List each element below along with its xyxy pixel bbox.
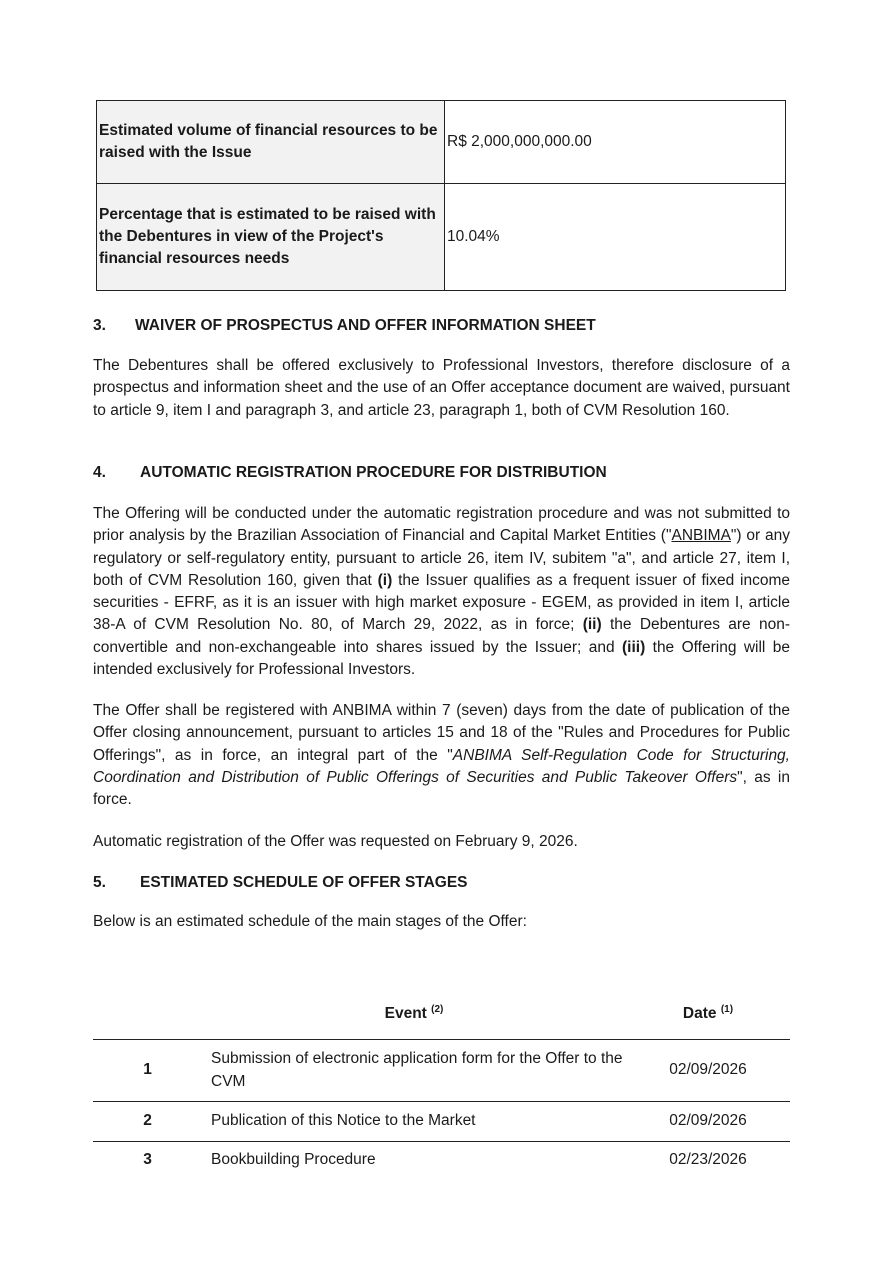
step-number: 3 [93, 1142, 202, 1178]
section-4-paragraph-3: Automatic registration of the Offer was requested on February 9, 2026. [93, 833, 578, 850]
date-header [626, 985, 790, 1040]
row-label: Percentage that is estimated to be raised with the Debentures in view of the Project's financial resources needs [97, 184, 445, 291]
table-row [97, 184, 786, 291]
table-row [93, 1142, 790, 1178]
section-title: AUTOMATIC REGISTRATION PROCEDURE FOR DISTRIBUTION [140, 464, 607, 481]
event-header [202, 985, 626, 1040]
row-label: Estimated volume of financial resources to be raised with the Issue [97, 101, 445, 184]
section-number: 3. [93, 317, 106, 334]
text: the Offering will be intended exclusively for Professional Investors. [93, 638, 790, 679]
footnote-ref: (1) [720, 1003, 734, 1015]
row-value: R$ 2,000,000,000.00 [445, 101, 786, 184]
event: Submission of electronic application form for the Offer to the CVM [202, 1040, 626, 1102]
offer-summary-table [96, 100, 786, 291]
section-5-paragraph: Below is an estimated schedule of the main stages of the Offer: [93, 913, 527, 930]
num-header [93, 985, 202, 1040]
table-row [93, 1102, 790, 1142]
section-4-paragraph-1 [93, 503, 790, 681]
date-label: Date [682, 1004, 717, 1022]
section-title: ESTIMATED SCHEDULE OF OFFER STAGES [140, 874, 468, 891]
schedule-header [93, 985, 790, 1040]
date: 02/23/2026 [626, 1142, 790, 1178]
date: 02/09/2026 [626, 1102, 790, 1142]
text: the Debentures are non-convertible and non-exchangeable into shares issued by the Issuer; and [93, 616, 790, 656]
table-row [93, 1040, 790, 1102]
code-title: ANBIMA Self-Regulation Code for Structuring, Coordination and Distribution of Public Offerings of Securities and Public Takeover Offers [93, 746, 790, 786]
section-3-heading [93, 315, 596, 337]
footnote-ref: (2) [431, 1003, 444, 1015]
event: Publication of this Notice to the Market [202, 1102, 626, 1142]
text: The Offer shall be registered with ANBIMA within 7 (seven) days from the date of publication of the Offer closing announcement, pursuant to articles 15 and 18 of the "Rules and Procedures for Public Offerings", as in force, an integral part of the " [93, 702, 790, 764]
section-title: WAIVER OF PROSPECTUS AND OFFER INFORMATION SHEET [135, 317, 596, 334]
section-number: 4. [93, 464, 106, 481]
section-number: 5. [93, 874, 106, 891]
event: Bookbuilding Procedure [202, 1142, 626, 1178]
table-row [97, 101, 786, 184]
row-value: 10.04% [445, 184, 786, 291]
section-3-paragraph: The Debentures shall be offered exclusively to Professional Investors, therefore disclosure of a prospectus and information sheet and the use of an Offer acceptance document are waived, pursuant to article 9, item I and paragraph 3, and article 23, paragraph 1, both of CVM Resolution 160. [93, 357, 790, 419]
section-5-heading [93, 872, 468, 894]
schedule-table [93, 985, 790, 1178]
text: ", as in force. [93, 768, 790, 809]
event-label: Event [384, 1004, 427, 1022]
text: the Issuer qualifies as a frequent issuer of fixed income securities - EFRF, as it is an issuer with high market exposure - EGEM, as provided in item I, article 38-A of CVM Resolution No. 80, of March 29, 2022, as in force; [93, 571, 791, 634]
item-marker: (ii) [582, 616, 602, 634]
defined-term: ANBIMA [671, 527, 731, 545]
section-4-paragraph-2 [93, 700, 790, 811]
item-marker: (iii) [621, 638, 646, 656]
step-number: 2 [93, 1102, 202, 1142]
text: The Offering will be conducted under the automatic registration procedure and was not submitted to prior analysis by the Brazilian Association of Financial and Capital Market Entities (" [93, 505, 790, 545]
section-4-heading [93, 462, 607, 484]
date: 02/09/2026 [626, 1040, 790, 1102]
text: ") or any regulatory or self-regulatory entity, pursuant to article 26, item IV, subitem "a", and article 27, item I, both of CVM Resolution 160, given that [93, 527, 790, 589]
item-marker: (i) [377, 571, 393, 589]
step-number: 1 [93, 1040, 202, 1102]
